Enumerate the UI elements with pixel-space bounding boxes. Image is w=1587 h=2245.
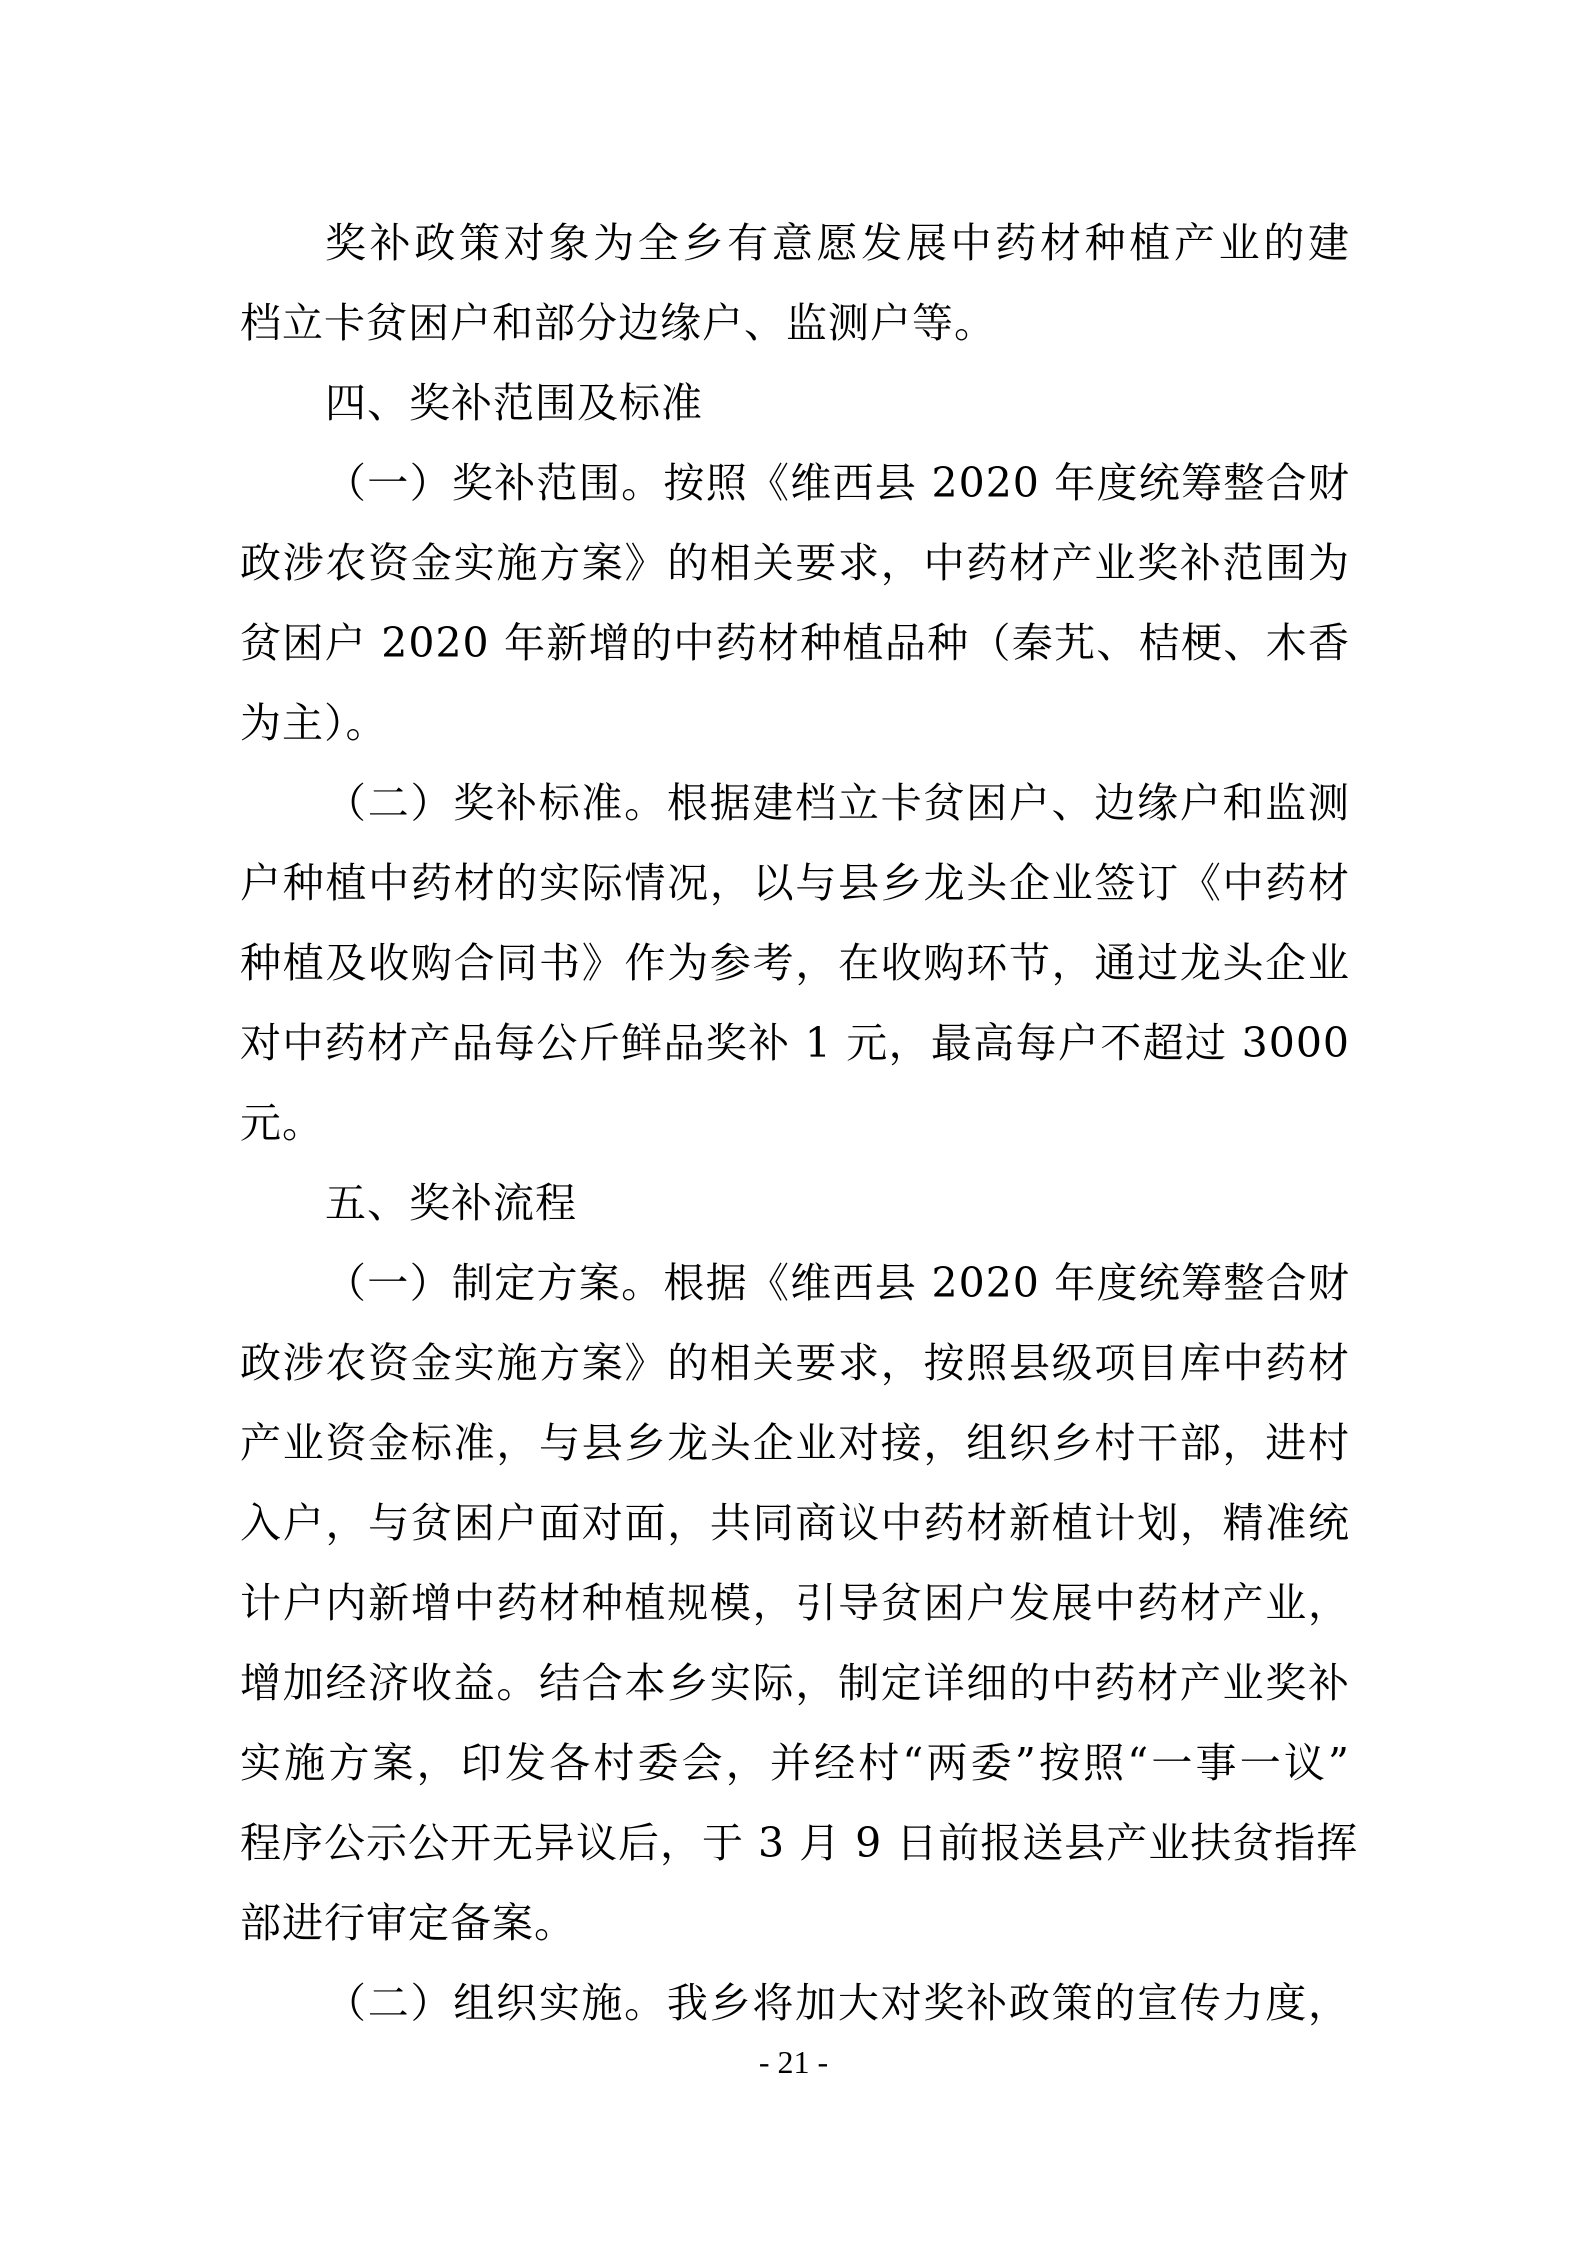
body-text-line: 部进行审定备案。 [240,1899,576,1947]
body-text-line: 户种植中药材的实际情况，以与县乡龙头企业签订《中药材 [240,859,1350,907]
body-text-line: 政涉农资金实施方案》的相关要求，按照县级项目库中药材 [240,1339,1350,1387]
body-text-line: 奖补政策对象为全乡有意愿发展中药材种植产业的建 [325,219,1350,267]
body-text-line: 计户内新增中药材种植规模，引导贫困户发展中药材产业， [240,1579,1350,1627]
body-text-line: 产业资金标准，与县乡龙头企业对接，组织乡村干部，进村 [240,1419,1350,1467]
body-text-line: 程序公示公开无异议后，于 3 月 9 日前报送县产业扶贫指挥 [240,1819,1359,1867]
body-text-line: 入户，与贫困户面对面，共同商议中药材新植计划，精准统 [240,1499,1350,1547]
subsection-heading-line: （二）组织实施。我乡将加大对奖补政策的宣传力度， [325,1979,1350,2027]
subsection-heading-line: （二）奖补标准。根据建档立卡贫困户、边缘户和监测 [325,779,1350,827]
body-text-line: 为主）。 [240,699,388,747]
body-text-line: 贫困户 2020 年新增的中药材种植品种（秦艽、桔梗、木香 [240,619,1350,667]
body-text-line: 政涉农资金实施方案》的相关要求，中药材产业奖补范围为 [240,539,1350,587]
subsection-heading-line: （一）奖补范围。按照《维西县 2020 年度统筹整合财 [325,459,1350,507]
section-heading: 五、奖补流程 [325,1179,577,1227]
body-text-line: 对中药材产品每公斤鲜品奖补 1 元，最高每户不超过 3000 [240,1019,1350,1067]
section-heading: 四、奖补范围及标准 [325,379,703,427]
body-text-line: 档立卡贫困户和部分边缘户、监测户等。 [240,299,996,347]
body-text-line: 元。 [240,1099,324,1147]
body-text-line: 实施方案，印发各村委会，并经村“两委”按照“一事一议” [240,1739,1350,1787]
body-text-line: 增加经济收益。结合本乡实际，制定详细的中药材产业奖补 [240,1659,1350,1707]
subsection-heading-line: （一）制定方案。根据《维西县 2020 年度统筹整合财 [325,1259,1350,1307]
body-text-line: 种植及收购合同书》作为参考，在收购环节，通过龙头企业 [240,939,1350,987]
page-number: - 21 - [758,2044,829,2080]
